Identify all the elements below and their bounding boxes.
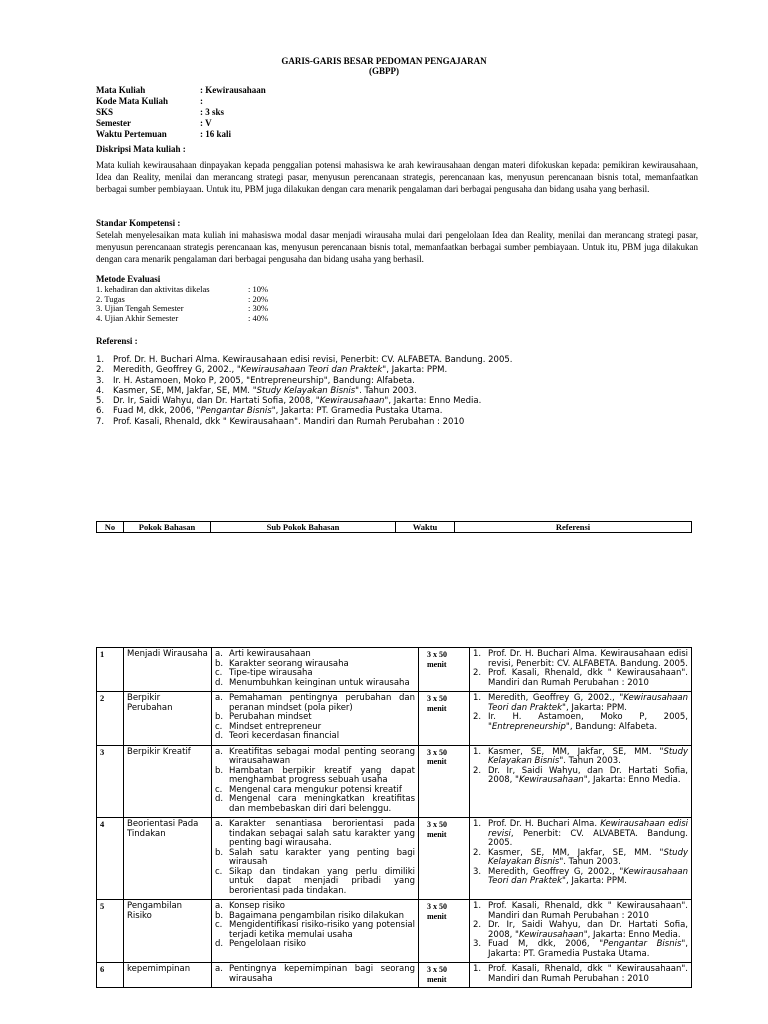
row-reference-number: 2.	[473, 765, 482, 776]
row-reference-item	[473, 713, 688, 732]
reference-text	[113, 386, 417, 396]
syllabus-table	[96, 647, 692, 988]
subtopic-letter: c.	[215, 784, 223, 795]
row-reference-title: "Study Kelayakan Bisnis"	[488, 847, 688, 867]
row-reference-main: Prof. Dr. H. Buchari Alma. Kewirausahaan edisi revisi, Penerbit: CV. ALFABETA. Bandung. 2005.	[488, 649, 689, 669]
row-reference-item	[473, 868, 688, 887]
reference-text	[113, 376, 415, 386]
row-reference-text	[488, 868, 688, 887]
course-info-label: SKS	[96, 107, 114, 117]
evaluation-item	[96, 314, 268, 324]
subtopic-item	[215, 748, 415, 767]
subtopic-text: Salah satu karakter yang penting bagi wirausah	[229, 847, 415, 867]
row-reference-tail: , Jakarta: PPM.	[565, 702, 627, 713]
subtopic-text: Hambatan berpikir kreatif yang dapat menghambat progress sebuah usaha	[229, 765, 415, 785]
evaluation-weight: : 10%	[248, 284, 269, 294]
col-referensi: Referensi	[455, 522, 692, 533]
row-subtopics	[212, 900, 419, 963]
reference-item	[96, 376, 513, 386]
course-info-row	[96, 85, 266, 96]
row-topic: Menjadi Wirausaha	[124, 648, 212, 692]
reference-item	[96, 417, 513, 427]
subtopic-letter: d.	[215, 677, 224, 688]
course-info-label: Kode Mata Kuliah	[96, 96, 169, 106]
reference-text-tail: . Tahun 2003.	[359, 385, 417, 396]
evaluation-label: 3. Ujian Tengah Semester	[96, 303, 184, 313]
subtopic-text: Sikap dan tindakan yang perlu dimiliki untuk dapat menjadi pribadi yang berorientasi pada tindakan.	[229, 866, 415, 896]
deskripsi-heading: Diskripsi Mata kuliah :	[96, 144, 186, 154]
row-reference-title: Kewirausahaan edisi revisi	[488, 819, 688, 839]
row-reference-number: 2.	[473, 847, 482, 858]
reference-text-main: Ir. H. Astamoen, Moko P, 2005, "Entrepreneurship", Bandung: Alfabeta.	[113, 375, 415, 386]
course-info-value: : 3 sks	[200, 107, 225, 117]
row-references	[470, 900, 692, 963]
evaluation-label: 1. kehadiran dan aktivitas dikelas	[96, 284, 210, 294]
row-duration: 3 x 50 menit	[419, 818, 470, 900]
row-topic: Beorientasi Pada Tindakan	[124, 818, 212, 900]
subtopic-text: Teori kecerdasan financial	[229, 731, 340, 741]
reference-number: 5.	[96, 396, 105, 407]
reference-title: "Kewirausahaan Teori dan Praktek"	[236, 365, 387, 376]
row-reference-number: 3.	[473, 939, 482, 949]
course-info-value: :	[200, 96, 203, 106]
row-reference-tail: , Jakarta: Enno Media.	[587, 929, 681, 940]
reference-item	[96, 355, 513, 365]
reference-title: "Kewirausahaan"	[315, 396, 389, 407]
table-row	[97, 745, 692, 818]
subtopic-letter: a.	[215, 819, 223, 829]
table-row	[97, 692, 692, 746]
row-reference-number: 1.	[473, 964, 482, 974]
deskripsi-text: Mata kuliah kewirausahaan dinpayakan kepada penggalian potensi mahasiswa ke arah kewirausahaan dengan materi difokuskan kepada: pemikiran kewirausahaan, Idea dan Reality, menilai dan merancang strategi pasar, menyusun perencanaan strategis, perencanaan kas, menyusun perencanaan bisnis total, memanfaatkan berbagai sumber pembiayaan. Untuk itu, PBM juga dilakukan dengan cara menarik pengalaman dari berbagai pengusaha dan bidang usaha yang berhasil.	[96, 160, 698, 194]
subtopic-text: Konsep risiko	[229, 901, 285, 911]
table-row	[97, 818, 692, 900]
doc-title: GARIS-GARIS BESAR PEDOMAN PENGAJARAN	[281, 56, 487, 66]
row-reference-main: Kasmer, SE, MM, Jakfar, SE, MM.	[488, 847, 660, 858]
row-reference-text	[488, 694, 688, 713]
course-info-label: Mata Kuliah	[96, 85, 146, 95]
subtopic-text: Arti kewirausahaan	[229, 649, 311, 659]
row-subtopics	[212, 818, 419, 900]
row-reference-text	[488, 713, 688, 732]
table-row	[97, 963, 692, 988]
subtopic-item	[215, 732, 415, 742]
subtopic-letter: a.	[215, 746, 223, 757]
row-reference-text	[488, 748, 688, 767]
course-info-row	[96, 129, 266, 140]
subtopic-letter: d.	[215, 731, 224, 741]
subtopic-letter: b.	[215, 658, 224, 669]
row-duration: 3 x 50 menit	[419, 745, 470, 818]
row-number: 5	[97, 900, 124, 963]
subtopic-item	[215, 965, 415, 984]
subtopic-letter: d.	[215, 939, 224, 949]
row-reference-tail: . Tahun 2003.	[563, 756, 621, 766]
row-reference-number: 3.	[473, 866, 482, 877]
row-subtopics	[212, 648, 419, 692]
row-reference-text	[488, 940, 688, 959]
reference-text-main: Fuad M, dkk, 2006,	[113, 406, 197, 417]
row-duration: 3 x 50 menit	[419, 692, 470, 746]
subtopic-text: Karakter senantiasa berorientasi pada tindakan sebagai salah satu karakter yang penting bagi wirausaha.	[229, 819, 415, 848]
row-duration: 3 x 50 menit	[419, 648, 470, 692]
reference-text	[113, 396, 481, 406]
col-pokok: Pokok Bahasan	[124, 522, 211, 533]
row-reference-title: "Kewirausahaan Teori dan Praktek"	[488, 693, 688, 713]
row-references	[470, 692, 692, 746]
subtopic-item	[215, 795, 415, 814]
doc-subtitle: (GBPP)	[369, 66, 399, 76]
row-duration: 3 x 50 menit	[419, 900, 470, 963]
row-reference-text	[488, 669, 688, 688]
row-reference-tail: , Bandung: Alfabeta.	[569, 721, 658, 732]
subtopic-letter: a.	[215, 964, 223, 974]
subtopic-text: Pemahaman pentingnya perubahan dan peranan mindset (pola piker)	[229, 693, 415, 713]
row-number: 1	[97, 648, 124, 692]
subtopic-text: Tipe-tipe wirausaha	[229, 668, 313, 678]
row-subtopics	[212, 963, 419, 988]
reference-text	[113, 406, 443, 416]
reference-item	[96, 396, 513, 406]
row-number: 6	[97, 963, 124, 988]
referensi-heading: Referensi :	[96, 336, 138, 346]
row-reference-item	[473, 650, 688, 669]
row-reference-tail: , Jakarta: PPM.	[565, 876, 627, 886]
reference-text-main: Dr. Ir, Saidi Wahyu, dan Dr. Hartati Sofia, 2008,	[113, 396, 316, 407]
row-reference-main: Fuad M, dkk, 2006,	[488, 939, 600, 949]
standar-text: Setelah menyelesaikan mata kuliah ini mahasiswa modal dasar menjadi wirausaha mulai dari pengelolaan Idea dan Reality, menilai dan merancang strategi pasar, menyusun perencanaan strategis perencanaan kas, menyusun perencanaan bisnis total, memanfaatkan berbagai sumber pembiayaan. Untuk itu, PBM juga dilakukan dengan cara menarik pengalaman dari berbagai pengusaha dan bidang usaha yang berhasil.	[96, 230, 698, 264]
subtopic-text: Bagaimana pengambilan risiko dilakukan	[229, 910, 405, 921]
reference-list	[96, 355, 513, 427]
row-reference-number: 1.	[473, 746, 482, 757]
row-reference-text	[488, 849, 688, 868]
reference-number: 1.	[96, 355, 105, 365]
subtopic-text: Menumbuhkan keinginan untuk wirausaha	[229, 677, 410, 688]
evaluation-label: 2. Tugas	[96, 293, 125, 304]
subtopic-text: Perubahan mindset	[229, 712, 312, 722]
standar-heading: Standar Kompetensi :	[96, 218, 181, 228]
reference-text-tail: , Jakarta: PPM.	[386, 365, 448, 376]
course-info	[96, 85, 266, 140]
row-reference-text	[488, 965, 688, 984]
reference-title: "Pengantar Bisnis"	[196, 406, 276, 417]
reference-item	[96, 365, 513, 375]
row-reference-item	[473, 965, 688, 984]
reference-item	[96, 406, 513, 416]
row-reference-main: Prof. Kasali, Rhenald, dkk " Kewirausahaan". Mandiri dan Rumah Perubahan : 2010	[488, 901, 688, 921]
subtopic-text: Mengenal cara mengukur potensi kreatif	[229, 784, 402, 795]
evaluation-weight: : 40%	[248, 312, 269, 323]
row-reference-main: Meredith, Geoffrey G, 2002.,	[488, 693, 620, 703]
course-info-row	[96, 107, 266, 118]
row-reference-item	[473, 902, 688, 921]
col-sub: Sub Pokok Bahasan	[211, 522, 396, 533]
subtopic-item	[215, 820, 415, 849]
reference-number: 6.	[96, 406, 105, 417]
subtopic-text: Mindset entrepreneur	[229, 721, 322, 732]
col-waktu: Waktu	[396, 522, 455, 533]
row-reference-item	[473, 820, 688, 849]
row-reference-text	[488, 650, 688, 669]
row-reference-title: "Kewirausahaan"	[515, 929, 588, 940]
row-reference-number: 2.	[473, 920, 482, 930]
row-topic: Berpikir Kreatif	[124, 745, 212, 818]
course-info-label: Waktu Pertemuan	[96, 129, 167, 139]
subtopic-item	[215, 767, 415, 786]
reference-text	[113, 417, 464, 427]
reference-text	[113, 365, 447, 375]
subtopic-text: Pengelolaan risiko	[229, 939, 306, 949]
row-duration: 3 x 50 menit	[419, 963, 470, 988]
row-reference-main: Ir. H. Astamoen, Moko P, 2005,	[488, 712, 688, 722]
course-info-label: Semester	[96, 118, 131, 128]
subtopic-letter: a.	[215, 901, 223, 911]
row-reference-tail: , Jakarta: PT. Gramedia Pustaka Utama.	[488, 939, 688, 959]
subtopic-item	[215, 694, 415, 713]
subtopic-letter: c.	[215, 920, 223, 930]
row-reference-main: Dr. Ir, Saidi Wahyu, dan Dr. Hartati Sofia, 2008,	[488, 765, 688, 785]
row-reference-tail: , Penerbit: CV. ALVABETA. Bandung. 2005.	[488, 828, 688, 848]
row-reference-item	[473, 921, 688, 940]
row-subtopics	[212, 692, 419, 746]
subtopic-item	[215, 849, 415, 868]
reference-item	[96, 386, 513, 396]
row-topic: Pengambilan Risiko	[124, 900, 212, 963]
reference-number: 3.	[96, 375, 105, 386]
row-reference-number: 1.	[473, 649, 482, 659]
row-reference-number: 2.	[473, 668, 482, 678]
row-references	[470, 648, 692, 692]
subtopic-item	[215, 868, 415, 897]
table-row	[97, 648, 692, 692]
course-info-row	[96, 118, 266, 129]
row-references	[470, 963, 692, 988]
row-reference-main: Prof. Kasali, Rhenald, dkk " Kewirausahaan". Mandiri dan Rumah Perubahan : 2010	[488, 668, 688, 688]
row-topic: kepemimpinan	[124, 963, 212, 988]
course-info-row	[96, 96, 266, 107]
row-reference-main: Meredith, Geoffrey G, 2002.,	[488, 866, 620, 877]
row-reference-text	[488, 902, 688, 921]
subtopic-text: Mengidentifikasi risiko-risiko yang potensial terjadi ketika memulai usaha	[229, 920, 415, 940]
row-reference-number: 1.	[473, 819, 482, 829]
evaluation-label: 4. Ujian Akhir Semester	[96, 312, 179, 323]
evaluation-list	[96, 285, 268, 323]
row-reference-title: "Kewirausahaan Teori dan Praktek"	[488, 866, 688, 886]
reference-number: 7.	[96, 416, 105, 427]
table-row	[97, 900, 692, 963]
row-reference-number: 1.	[473, 901, 482, 911]
reference-text-main: Kasmer, SE, MM, Jakfar, SE, MM.	[113, 385, 253, 396]
row-reference-main: Prof. Dr. H. Buchari Alma.	[488, 819, 601, 829]
reference-text-tail: , Jakarta: PT. Gramedia Pustaka Utama.	[275, 406, 443, 417]
reference-title: "Study Kelayakan Bisnis"	[252, 385, 360, 396]
row-reference-text	[488, 767, 688, 786]
reference-text-main: Prof. Kasali, Rhenald, dkk " Kewirausahaan". Mandiri dan Rumah Perubahan : 2010	[113, 416, 465, 427]
row-reference-number: 2.	[473, 712, 482, 722]
subtopic-item	[215, 679, 415, 689]
reference-text-main: Meredith, Geoffrey G, 2002.,	[113, 365, 237, 376]
subtopic-item	[215, 921, 415, 940]
evaluation-weight: : 20%	[248, 293, 269, 304]
row-reference-tail: , Jakarta: Enno Media.	[587, 775, 681, 785]
row-references	[470, 745, 692, 818]
row-reference-item	[473, 694, 688, 713]
subtopic-letter: b.	[215, 712, 224, 722]
reference-number: 2.	[96, 365, 105, 376]
row-subtopics	[212, 745, 419, 818]
row-reference-item	[473, 940, 688, 959]
row-reference-tail: . Tahun 2003.	[563, 857, 621, 867]
row-reference-text	[488, 820, 688, 849]
row-reference-title: "Kewirausahaan"	[515, 775, 588, 785]
row-reference-main: Kasmer, SE, MM, Jakfar, SE, MM.	[488, 746, 660, 757]
syllabus-header-table	[96, 521, 692, 533]
row-reference-item	[473, 748, 688, 767]
row-reference-item	[473, 669, 688, 688]
subtopic-letter: b.	[215, 765, 224, 776]
subtopic-text: Mengenal cara meningkatkan kreatifitas dan membebaskan diri dari belenggu.	[229, 794, 415, 814]
row-reference-main: Prof. Kasali, Rhenald, dkk " Kewirausahaan". Mandiri dan Rumah Perubahan : 2010	[488, 964, 688, 984]
subtopic-letter: b.	[215, 847, 224, 858]
subtopic-letter: c.	[215, 668, 223, 678]
subtopic-letter: c.	[215, 866, 223, 877]
course-info-value: : 16 kali	[200, 129, 232, 139]
subtopic-text: Karakter seorang wirausaha	[229, 658, 349, 669]
row-reference-main: Dr. Ir, Saidi Wahyu, dan Dr. Hartati Sofia, 2008,	[488, 920, 688, 940]
subtopic-letter: a.	[215, 649, 223, 659]
course-info-value: : Kewirausahaan	[200, 85, 266, 95]
subtopic-letter: c.	[215, 721, 223, 732]
evaluation-weight: : 30%	[248, 303, 269, 313]
subtopic-text: Kreatifitas sebagai modal penting seorang wirausahawan	[229, 746, 415, 766]
row-reference-item	[473, 849, 688, 868]
subtopic-item	[215, 940, 415, 950]
row-reference-item	[473, 767, 688, 786]
col-no: No	[97, 522, 124, 533]
row-number: 3	[97, 745, 124, 818]
subtopic-letter: b.	[215, 910, 224, 921]
subtopic-text: Pentingnya kepemimpinan bagi seorang wirausaha	[229, 964, 415, 984]
row-reference-text	[488, 921, 688, 940]
row-reference-title: "Study Kelayakan Bisnis"	[488, 746, 688, 766]
row-reference-title: "Entrepreneurship"	[488, 721, 570, 732]
subtopic-letter: d.	[215, 794, 224, 804]
reference-number: 4.	[96, 385, 105, 396]
metode-heading: Metode Evaluasi	[96, 274, 161, 284]
reference-text-main: Prof. Dr. H. Buchari Alma. Kewirausahaan edisi revisi, Penerbit: CV. ALFABETA. Bandung. 2005.	[113, 355, 513, 365]
row-number: 4	[97, 818, 124, 900]
row-reference-number: 1.	[473, 693, 482, 703]
reference-text	[113, 355, 513, 365]
subtopic-letter: a.	[215, 693, 223, 703]
row-reference-title: "Pengantar Bisnis"	[599, 939, 686, 949]
reference-text-tail: , Jakarta: Enno Media.	[388, 396, 482, 407]
course-info-value: : V	[200, 118, 212, 128]
row-number: 2	[97, 692, 124, 746]
row-topic: Berpikir Perubahan	[124, 692, 212, 746]
row-references	[470, 818, 692, 900]
